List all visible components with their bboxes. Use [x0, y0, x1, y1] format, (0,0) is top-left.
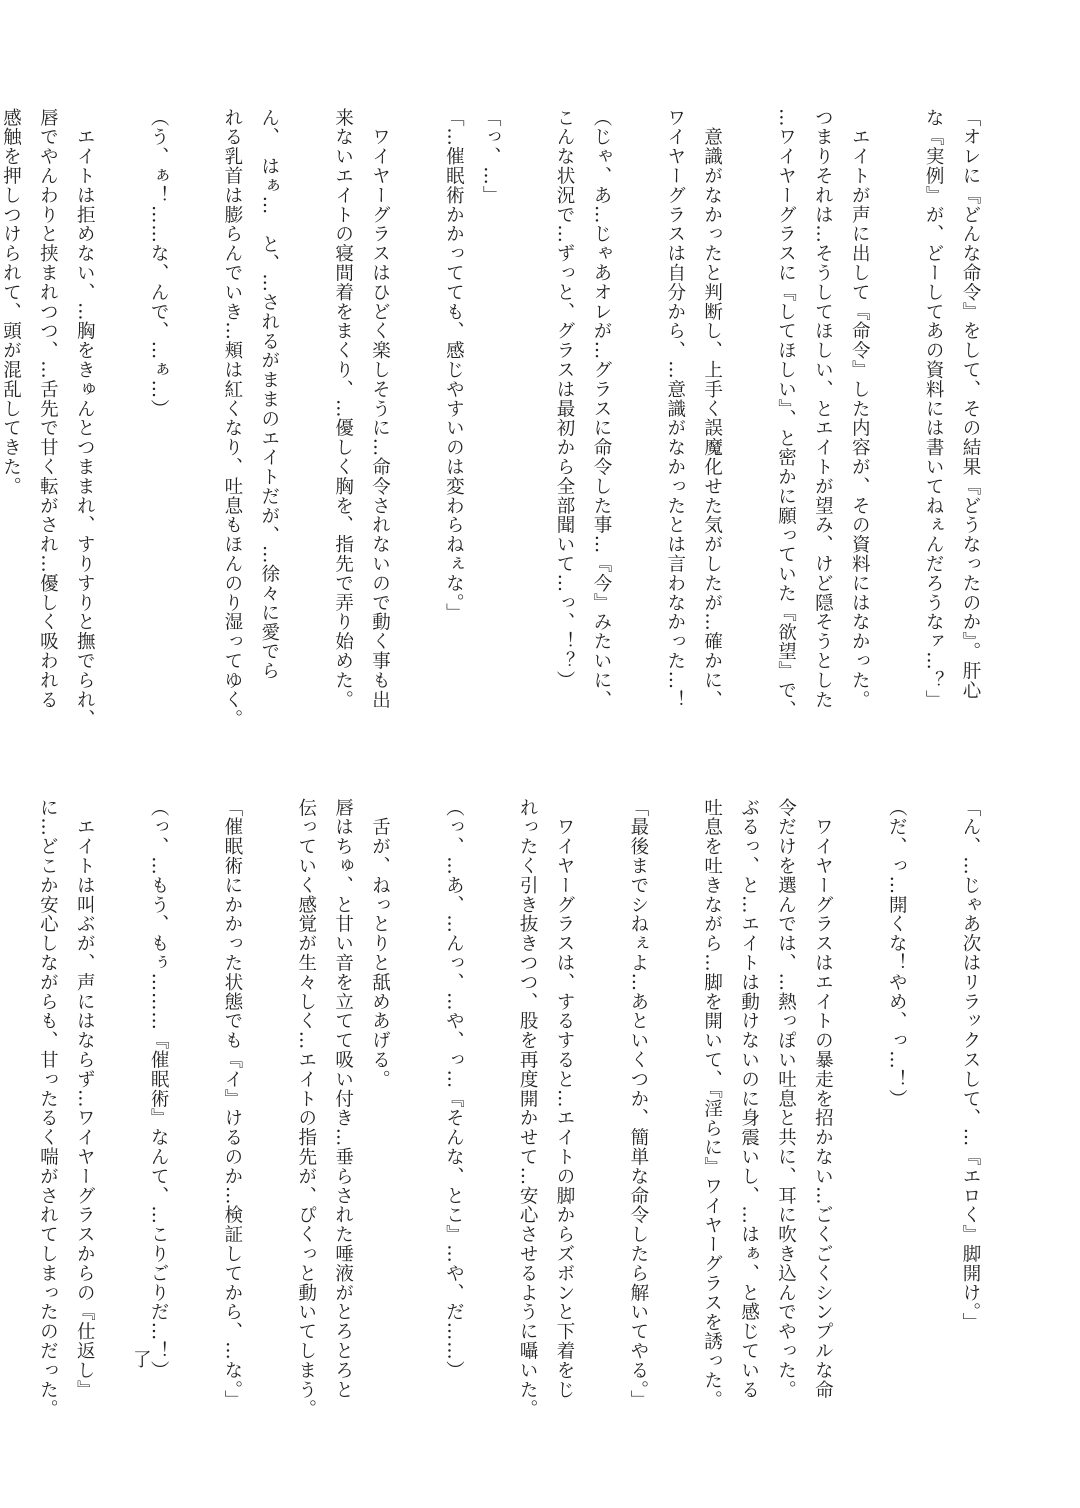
text-line: （だ、っ…開くな！やめ、っ…！） — [886, 798, 908, 1109]
text-line — [102, 798, 139, 1398]
text-line: 「オレに『どんな命令』をして、その結果『どうなったのか』。肝心 — [960, 108, 981, 701]
text-line — [287, 108, 324, 733]
text-line — [582, 798, 619, 1398]
text-line: （じゃ、あ…じゃあオレが…グラスに命令した事…『今』みたいに、 — [590, 108, 612, 710]
text-line — [730, 108, 767, 733]
text-line — [250, 798, 287, 1398]
text-line: ぶるっ、と…エイトは動けないのに身震いし、…はぁ、と感じている — [738, 798, 760, 1400]
text-line: 「催眠術にかかった状態でも『イ』けるのか…検証してから、…な。」 — [221, 798, 243, 1410]
text-line: に…どこか安心しながらも、甘ったるく喘がされてしまったのだった。 — [37, 798, 59, 1419]
text-line: ワイヤーグラスは、するすると…エイトの脚からズボンと下着をじ — [554, 798, 576, 1400]
text-line — [102, 108, 139, 733]
text-line: （っ、…もう、もぅ………『催眠術』なんて、…こりごりだ…！） — [148, 798, 170, 1380]
text-line: 「最後までシねぇよ…あといくつか、簡単な命令したら解いてやる。」 — [627, 798, 649, 1410]
text-line: 伝っていく感覚が生々しく…エイトの指先が、ぴくっと動いてしまう。 — [295, 798, 317, 1419]
text-line — [176, 798, 213, 1398]
text-line: つまりそれは…そうしてほしい、とエイトが望み、けど隠そうとした — [812, 108, 834, 710]
text-line: 「…催眠術かかってても、感じやすいのは変わらねぇな。」 — [443, 108, 465, 623]
end-mark: 了 — [133, 1350, 152, 1371]
text-line: …ワイヤーグラスに『してほしい』、と密かに願っていた『欲望』で、 — [775, 108, 797, 720]
text-line: 感触を押しつけられて、頭が混乱してきた。 — [0, 108, 22, 496]
text-line: 唇はちゅ、と甘い音を立てて吸い付き…垂らされた唾液がとろとろと — [332, 798, 354, 1400]
text-line: 唇でやんわりと挟まれつつ、…舌先で甘く転がされ…優しく吸われる — [37, 108, 59, 710]
text-line: 吐息を吐きながら…脚を開いて、『淫らに』ワイヤーグラスを誘った。 — [701, 798, 723, 1410]
text-line — [656, 798, 693, 1398]
text-line — [914, 798, 951, 1398]
text-line: 「ん、…じゃあ次はリラックスして、…『エロく』脚開け。」 — [960, 798, 981, 1332]
lower-text-block — [37, 798, 988, 1419]
text-line: ワイヤーグラスはひどく楽しそうに…命令されないので動く事も出 — [369, 108, 391, 710]
text-line: れる乳首は膨らんでいき…頬は紅くなり、吐息もほんのり湿ってゆく。 — [221, 108, 243, 729]
text-line — [176, 108, 213, 733]
text-line: （っ、…あ、…んっ、…や、っ…『そんな、とこ』…や、だ……） — [443, 798, 465, 1380]
text-line: 「っ、…」 — [480, 108, 502, 205]
text-line — [398, 108, 435, 733]
text-line: な『実例』が、どーしてあの資料には書いてねぇんだろうなァ…？」 — [923, 108, 945, 710]
text-line: エイトが声に出して『命令』した内容が、その資料にはなかった。 — [849, 108, 871, 710]
text-line — [398, 798, 435, 1398]
text-line: れったく引き抜きつつ、股を再度開かせて…安心させるように囁いた。 — [517, 798, 539, 1419]
text-line — [877, 108, 914, 733]
upper-text-block — [0, 108, 988, 733]
text-line: エイトは叫ぶが、声にはならず…ワイヤーグラスからの『仕返し』 — [74, 798, 96, 1400]
text-line: 舌が、ねっとりと舐めあげる。 — [369, 798, 391, 1089]
text-line: ワイヤーグラスは自分から、…意識がなかったとは言わなかった…！ — [664, 108, 686, 710]
text-line: ワイヤーグラスはエイトの暴走を招かない…ごくごくシンプルな命 — [812, 798, 834, 1400]
text-line: （う、ぁ！……な、んで、…ぁ…） — [148, 108, 170, 419]
text-line: エイトは拒めない、…胸をきゅんとつままれ、すりすりと撫でられ、 — [74, 108, 96, 729]
text-line: 来ないエイトの寝間着をまくり、…優しく胸を、指先で弄り始めた。 — [332, 108, 354, 710]
text-line — [840, 798, 877, 1398]
text-line: 意識がなかったと判断し、上手く誤魔化せた気がしたが…確かに、 — [701, 108, 723, 710]
text-line: こんな状況で…ずっと、グラスは最初から全部聞いて…っ、！？） — [554, 108, 576, 690]
text-line — [471, 798, 508, 1398]
text-line: 令だけを選んでは、…熱っぽい吐息と共に、耳に吹き込んでやった。 — [775, 798, 797, 1400]
text-line: ん、 はぁ… と、…されるがままのエイトだが、…徐々に愛でら — [258, 108, 280, 681]
text-line — [619, 108, 656, 733]
text-line — [508, 108, 545, 733]
